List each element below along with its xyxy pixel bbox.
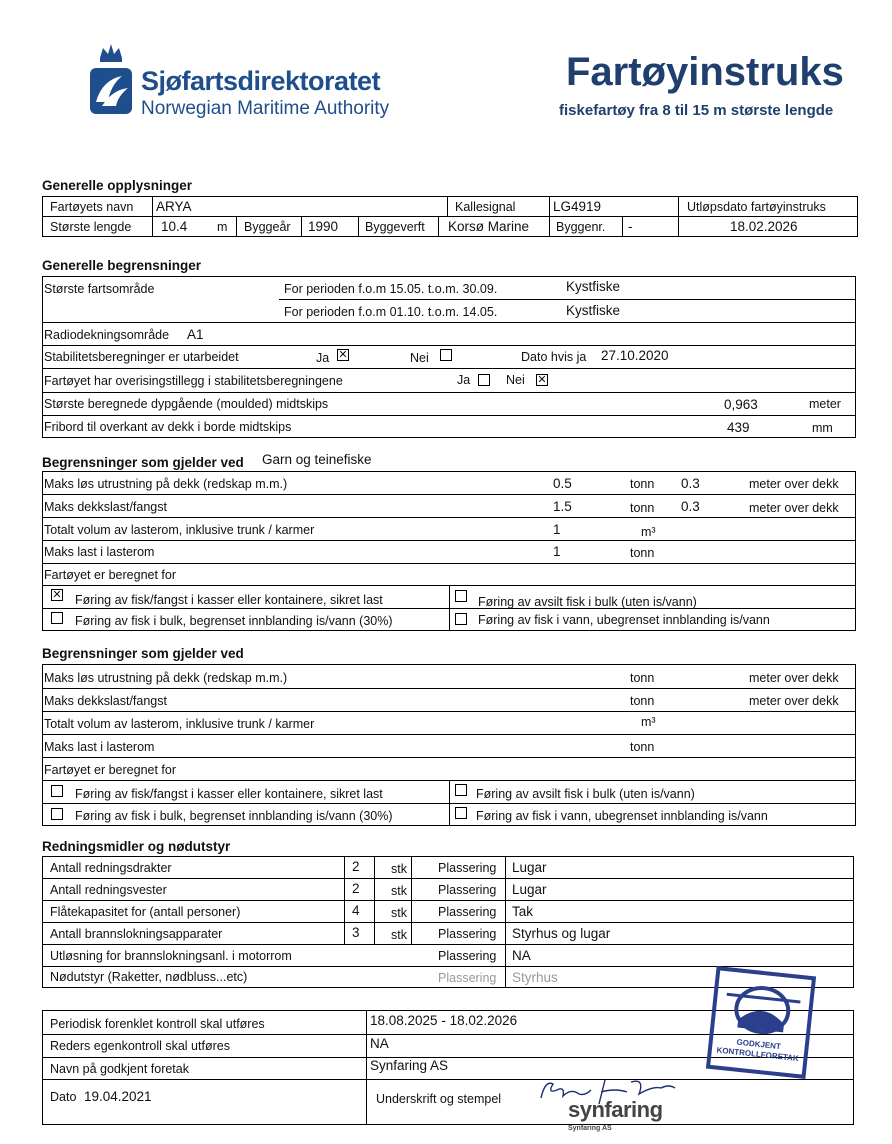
s2-deck-label: Maks dekkslast/fangst (44, 694, 167, 708)
doc-subtitle: fiskefartøy fra 8 til 15 m største lengde (559, 102, 834, 119)
rescue-row-plassering: Plassering (438, 927, 497, 941)
emergency-label: Nødutstyr (Raketter, nødbluss...etc) (50, 970, 248, 984)
sign-label: Underskrift og stempel (376, 1092, 502, 1106)
rescue-row-plassering: Plassering (438, 905, 497, 919)
emergency-plassering: Plassering (438, 971, 497, 985)
period1: For perioden f.o.m 15.05. t.o.m. 30.09. (284, 282, 498, 296)
stab-ja-label: Ja (316, 351, 330, 365)
rescue-row-plassering: Plassering (438, 883, 497, 897)
yard-label: Byggeverft (365, 220, 425, 234)
area-label: Største fartsområde (44, 282, 155, 296)
company-stamp-text: synfaring (568, 1097, 663, 1122)
s1-gear-height: 0.3 (681, 476, 700, 491)
s2-volume-label: Totalt volum av lasterom, inklusive trunk / karmer (44, 717, 315, 731)
s2-opt2: Føring av avsilt fisk i bulk (uten is/vann) (476, 787, 695, 801)
freeboard-unit: mm (812, 421, 833, 435)
stab-date-label: Dato hvis ja (521, 350, 587, 364)
s2-gear-tonn: tonn (630, 671, 655, 685)
org-name-en: Norwegian Maritime Authority (141, 98, 390, 119)
company-label: Navn på godkjent foretak (50, 1062, 189, 1076)
rescue-row-label: Antall brannslokningsapparater (50, 927, 223, 941)
callsign: LG4919 (553, 199, 602, 214)
s2-gear-label: Maks løs utrustning på dekk (redskap m.m.) (44, 671, 288, 685)
owner-label: Reders egenkontroll skal utføres (50, 1039, 230, 1053)
s2-deck-unit: meter over dekk (749, 694, 839, 708)
release-place: NA (512, 948, 531, 963)
area1: Kystfiske (566, 279, 621, 294)
rescue-row-place: Lugar (512, 882, 547, 897)
rescue-row-stk: stk (391, 906, 407, 920)
owner-value: NA (370, 1036, 389, 1051)
stab-ja-checkbox[interactable]: ✕ (338, 348, 348, 361)
s1-gear-tonn: tonn (630, 477, 655, 491)
draft-unit: meter (809, 397, 841, 411)
crown-fish-icon (88, 40, 134, 118)
approval-stamp (705, 965, 817, 1080)
date-value: 19.04.2021 (84, 1089, 152, 1104)
length-label: Største lengde (50, 220, 132, 234)
rescue-row-stk: stk (391, 928, 407, 942)
s1-opt1: Føring av fisk/fangst i kasser eller kontainere, sikret last (75, 593, 383, 607)
emergency-place: Styrhus (512, 970, 558, 985)
length: 10.4 (161, 219, 188, 234)
radio-label: Radiodekningsområde (44, 328, 170, 342)
s2-opt3: Føring av fisk i bulk, begrenset innblanding is/vann (30%) (75, 809, 393, 823)
nma-logo (88, 40, 134, 118)
freeboard: 439 (727, 420, 750, 435)
s2-designed-label: Fartøyet er beregnet for (44, 763, 177, 777)
s1-hold-label: Maks last i lasterom (44, 545, 155, 559)
s1-opt3-checkbox[interactable] (51, 612, 63, 624)
hull-label: Byggenr. (556, 220, 606, 234)
s1-opt1-checkbox[interactable]: ✕ (52, 588, 62, 601)
length-unit: m (217, 220, 228, 234)
rescue-row-place: Tak (512, 904, 534, 919)
s2-opt2-checkbox[interactable] (455, 784, 467, 796)
expiry-date: 18.02.2026 (730, 219, 798, 234)
section2-heading: Begrensninger som gjelder ved (42, 646, 244, 661)
doc-title: Fartøyinstruks (566, 50, 844, 94)
s2-opt1-checkbox[interactable] (51, 785, 63, 797)
built-label: Byggeår (244, 220, 291, 234)
icing-nei-checkbox[interactable]: ✕ (537, 373, 547, 386)
callsign-label: Kallesignal (455, 200, 516, 214)
s1-deck-unit: meter over dekk (749, 501, 839, 515)
freeboard-label: Fribord til overkant av dekk i borde midtskips (44, 420, 292, 434)
periodic-value: 18.08.2025 - 18.02.2026 (370, 1013, 518, 1028)
rescue-heading: Redningsmidler og nødutstyr (42, 839, 231, 854)
stab-nei-label: Nei (410, 351, 429, 365)
s1-volume-unit: m³ (641, 525, 656, 539)
s2-hold-tonn: tonn (630, 740, 655, 754)
org-name-no: Sjøfartsdirektoratet (141, 66, 381, 96)
s2-opt4-checkbox[interactable] (455, 807, 467, 819)
s1-opt2-checkbox[interactable] (455, 590, 467, 602)
icing-ja-checkbox[interactable] (478, 374, 490, 386)
s1-designed-label: Fartøyet er beregnet for (44, 568, 177, 582)
stamp-footer: Synfaring AS (568, 1125, 612, 1132)
s1-deck-height: 0.3 (681, 499, 700, 514)
s1-hold-tonn: tonn (630, 546, 655, 560)
date-label: Dato (50, 1090, 77, 1104)
area2: Kystfiske (566, 303, 621, 318)
rescue-row-place: Styrhus og lugar (512, 926, 611, 941)
stab-label: Stabilitetsberegninger er utarbeidet (44, 350, 239, 364)
rescue-row-stk: stk (391, 884, 407, 898)
s2-deck-tonn: tonn (630, 694, 655, 708)
period2: For perioden f.o.m 01.10. t.o.m. 14.05. (284, 305, 498, 319)
s2-volume-unit: m³ (641, 715, 656, 729)
icing-ja-label: Ja (457, 373, 471, 387)
rescue-row-qty: 2 (352, 859, 360, 874)
s1-opt3: Føring av fisk i bulk, begrenset innblanding is/vann (30%) (75, 614, 393, 628)
rescue-row-place: Lugar (512, 860, 547, 875)
rescue-row-qty: 4 (352, 903, 360, 918)
s1-hold: 1 (553, 544, 561, 559)
s1-opt4: Føring av fisk i vann, ubegrenset innblanding is/vann (478, 613, 770, 627)
limits-heading: Generelle begrensninger (42, 258, 202, 273)
icing-label: Fartøyet har overisingstillegg i stabilitetsberegningene (44, 374, 343, 388)
company-value: Synfaring AS (370, 1058, 449, 1073)
yard: Korsø Marine (448, 219, 530, 234)
rescue-row-stk: stk (391, 862, 407, 876)
rescue-row-label: Flåtekapasitet for (antall personer) (50, 905, 241, 919)
s1-volume-label: Totalt volum av lasterom, inklusive trunk / karmer (44, 523, 315, 537)
expiry-label: Utløpsdato fartøyinstruks (687, 200, 826, 214)
hull-number: - (628, 219, 633, 234)
s2-gear-unit: meter over dekk (749, 671, 839, 685)
draft: 0,963 (724, 397, 758, 412)
s1-gear-unit: meter over dekk (749, 477, 839, 491)
draft-label: Største beregnede dypgående (moulded) midtskips (44, 397, 329, 411)
s1-deck: 1.5 (553, 499, 572, 514)
s2-opt1: Føring av fisk/fangst i kasser eller kontainere, sikret last (75, 787, 383, 801)
s1-gear-label: Maks løs utrustning på dekk (redskap m.m.) (44, 477, 288, 491)
s1-volume: 1 (553, 522, 561, 537)
rescue-row-label: Antall redningsdrakter (50, 861, 172, 875)
stab-date: 27.10.2020 (601, 348, 669, 363)
release-label: Utløsning for brannslokningsanl. i motorrom (50, 949, 292, 963)
rescue-row-label: Antall redningsvester (50, 883, 167, 897)
icing-nei-label: Nei (506, 373, 525, 387)
vessel-name-label: Fartøyets navn (50, 200, 134, 214)
radio-area: A1 (187, 327, 204, 342)
built-year: 1990 (308, 219, 339, 234)
s2-opt4: Føring av fisk i vann, ubegrenset innblanding is/vann (476, 809, 768, 823)
periodic-label: Periodisk forenklet kontroll skal utføres (50, 1017, 265, 1031)
rescue-row-qty: 3 (352, 925, 360, 940)
section1-heading: Begrensninger som gjelder ved (42, 455, 244, 470)
general-heading: Generelle opplysninger (42, 178, 193, 193)
s2-hold-label: Maks last i lasterom (44, 740, 155, 754)
s1-deck-tonn: tonn (630, 501, 655, 515)
s1-opt2: Føring av avsilt fisk i bulk (uten is/vann) (478, 595, 697, 609)
section1-activity: Garn og teinefiske (262, 452, 372, 467)
s2-opt3-checkbox[interactable] (51, 808, 63, 820)
vessel-name: ARYA (156, 199, 192, 214)
stab-nei-checkbox[interactable] (440, 349, 452, 361)
rescue-row-qty: 2 (352, 881, 360, 896)
s1-deck-label: Maks dekkslast/fangst (44, 500, 167, 514)
stamp-label: GODKJENT KONTROLLFORETAK (716, 1037, 800, 1064)
release-plassering: Plassering (438, 949, 497, 963)
s1-gear: 0.5 (553, 476, 572, 491)
s1-opt4-checkbox[interactable] (455, 613, 467, 625)
rescue-row-plassering: Plassering (438, 861, 497, 875)
